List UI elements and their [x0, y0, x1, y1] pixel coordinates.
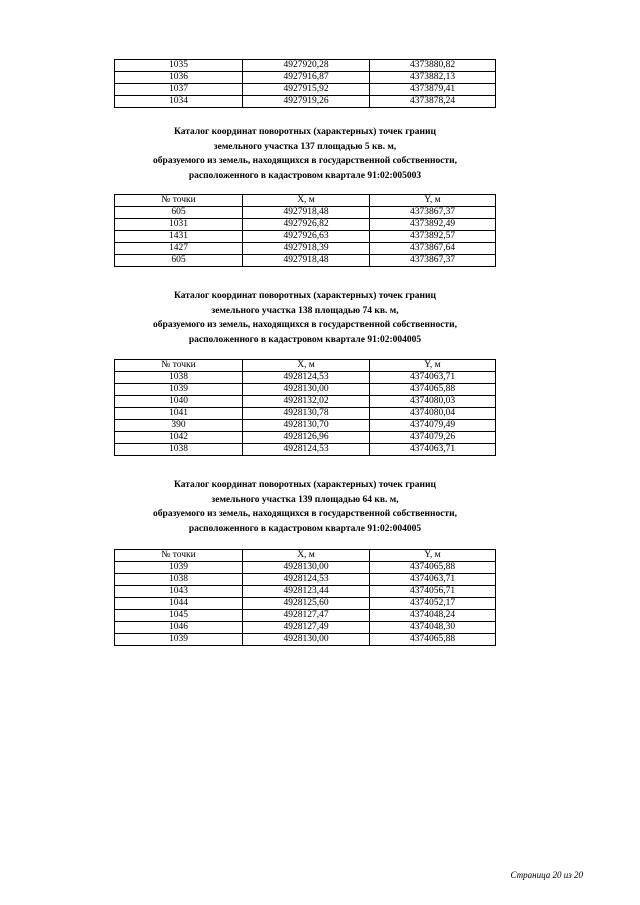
cell-y: 4374048,30	[370, 622, 496, 634]
caption-line: земельного участка 139 площадью 64 кв. м,	[211, 494, 399, 505]
cell-y: 4374063,71	[370, 372, 496, 384]
table-row	[115, 219, 496, 231]
cell-y: 4374048,24	[370, 610, 496, 622]
table-row	[115, 372, 496, 384]
cell-point: 1431	[115, 231, 243, 243]
cell-x: 4927916,87	[243, 72, 370, 84]
table-row	[115, 444, 496, 456]
caption-line: образуемого из земель, находящихся в государственной собственности,	[153, 156, 457, 166]
column-header-y: Y, м	[370, 550, 496, 562]
column-header-x: X, м	[243, 195, 370, 207]
caption-line: Каталог координат поворотных (характерных) точек границ	[174, 480, 436, 490]
table-row	[115, 384, 496, 396]
cell-point: 1031	[115, 219, 243, 231]
cell-x: 4928124,53	[243, 574, 370, 586]
caption-line: земельного участка 137 площадью 5 кв. м,	[213, 141, 397, 152]
table-row	[115, 408, 496, 420]
cell-point: 1039	[115, 562, 243, 574]
cell-x: 4928124,53	[243, 444, 370, 456]
cell-x: 4927918,48	[243, 255, 370, 267]
cell-point: 1044	[115, 598, 243, 610]
table-row	[115, 432, 496, 444]
cell-point: 605	[115, 255, 243, 267]
cell-y: 4374056,71	[370, 586, 496, 598]
cell-point: 1045	[115, 610, 243, 622]
cell-y: 4373867,64	[370, 243, 496, 255]
table-header-row	[115, 195, 496, 207]
cell-x: 4927926,82	[243, 219, 370, 231]
cell-y: 4374063,71	[370, 574, 496, 586]
table-row	[115, 255, 496, 267]
table-row	[115, 586, 496, 598]
cell-y: 4373878,24	[370, 96, 496, 108]
table-row	[115, 96, 496, 108]
cell-x: 4928126,96	[243, 432, 370, 444]
table-row	[115, 574, 496, 586]
caption-line: расположенного в кадастровом квартале 91:02:005003	[188, 170, 422, 181]
cell-y: 4374080,04	[370, 408, 496, 420]
cell-point: 1038	[115, 444, 243, 456]
coordinates-table-plot-139	[114, 549, 496, 646]
cell-x: 4928123,44	[243, 586, 370, 598]
caption-line: расположенного в кадастровом квартале 91:02:004005	[188, 523, 422, 534]
section-caption-plot-138	[100, 289, 510, 347]
table-header-row	[115, 360, 496, 372]
cell-point: 1046	[115, 622, 243, 634]
table-row	[115, 207, 496, 219]
cell-y: 4373867,37	[370, 255, 496, 267]
table-row	[115, 60, 496, 72]
column-header-x: X, м	[243, 360, 370, 372]
cell-y: 4374079,26	[370, 432, 496, 444]
caption-line: расположенного в кадастровом квартале 91:02:004005	[188, 334, 422, 345]
page-number: Страница 20 из 20	[510, 870, 583, 880]
cell-point: 1038	[115, 372, 243, 384]
cell-x: 4928124,53	[243, 372, 370, 384]
cell-point: 1041	[115, 408, 243, 420]
table-row	[115, 396, 496, 408]
coordinates-table-plot-138	[114, 359, 496, 456]
cell-x: 4927915,92	[243, 84, 370, 96]
cell-y: 4374079,49	[370, 420, 496, 432]
cell-y: 4374065,88	[370, 634, 496, 646]
cell-point: 605	[115, 207, 243, 219]
cell-y: 4373892,57	[370, 231, 496, 243]
cell-y: 4373880,82	[370, 60, 496, 72]
section-caption-plot-137	[100, 125, 510, 183]
cell-x: 4928130,78	[243, 408, 370, 420]
caption-line: земельного участка 138 площадью 74 кв. м,	[211, 305, 399, 316]
cell-y: 4374052,17	[370, 598, 496, 610]
coordinates-table-continued	[114, 59, 496, 108]
cell-point: 390	[115, 420, 243, 432]
cell-x: 4927918,39	[243, 243, 370, 255]
cell-point: 1035	[115, 60, 243, 72]
cell-x: 4927919,26	[243, 96, 370, 108]
cell-point: 1039	[115, 384, 243, 396]
cell-x: 4928127,49	[243, 622, 370, 634]
cell-x: 4928130,00	[243, 634, 370, 646]
section-caption-plot-139	[100, 478, 510, 536]
cell-point: 1427	[115, 243, 243, 255]
caption-line: образуемого из земель, находящихся в государственной собственности,	[153, 320, 457, 330]
table-row	[115, 243, 496, 255]
caption-line: Каталог координат поворотных (характерных) точек границ	[174, 291, 436, 301]
column-header-point: № точки	[115, 550, 243, 562]
table-row	[115, 72, 496, 84]
caption-line: Каталог координат поворотных (характерных) точек границ	[174, 127, 436, 137]
column-header-y: Y, м	[370, 195, 496, 207]
cell-point: 1034	[115, 96, 243, 108]
column-header-point: № точки	[115, 360, 243, 372]
cell-point: 1036	[115, 72, 243, 84]
cell-x: 4928130,00	[243, 562, 370, 574]
cell-y: 4374065,88	[370, 384, 496, 396]
cell-x: 4927920,28	[243, 60, 370, 72]
cell-x: 4928130,00	[243, 384, 370, 396]
column-header-y: Y, м	[370, 360, 496, 372]
table-row	[115, 598, 496, 610]
cell-x: 4927918,48	[243, 207, 370, 219]
table-header-row	[115, 550, 496, 562]
table-row	[115, 84, 496, 96]
cell-point: 1038	[115, 574, 243, 586]
cell-y: 4373867,37	[370, 207, 496, 219]
cell-y: 4374063,71	[370, 444, 496, 456]
cell-point: 1040	[115, 396, 243, 408]
cell-point: 1037	[115, 84, 243, 96]
cell-x: 4928132,02	[243, 396, 370, 408]
column-header-point: № точки	[115, 195, 243, 207]
cell-point: 1042	[115, 432, 243, 444]
caption-line: образуемого из земель, находящихся в государственной собственности,	[153, 509, 457, 519]
cell-y: 4373892,49	[370, 219, 496, 231]
table-row	[115, 562, 496, 574]
table-row	[115, 420, 496, 432]
cell-y: 4374065,88	[370, 562, 496, 574]
table-row	[115, 231, 496, 243]
table-row	[115, 622, 496, 634]
column-header-x: X, м	[243, 550, 370, 562]
cell-y: 4373879,41	[370, 84, 496, 96]
table-row	[115, 634, 496, 646]
cell-y: 4373882,13	[370, 72, 496, 84]
cell-point: 1039	[115, 634, 243, 646]
coordinates-table-plot-137	[114, 194, 496, 267]
cell-x: 4928130,70	[243, 420, 370, 432]
cell-x: 4928125,60	[243, 598, 370, 610]
cell-x: 4928127,47	[243, 610, 370, 622]
table-row	[115, 610, 496, 622]
cell-x: 4927926,63	[243, 231, 370, 243]
cell-y: 4374080,03	[370, 396, 496, 408]
cell-point: 1043	[115, 586, 243, 598]
